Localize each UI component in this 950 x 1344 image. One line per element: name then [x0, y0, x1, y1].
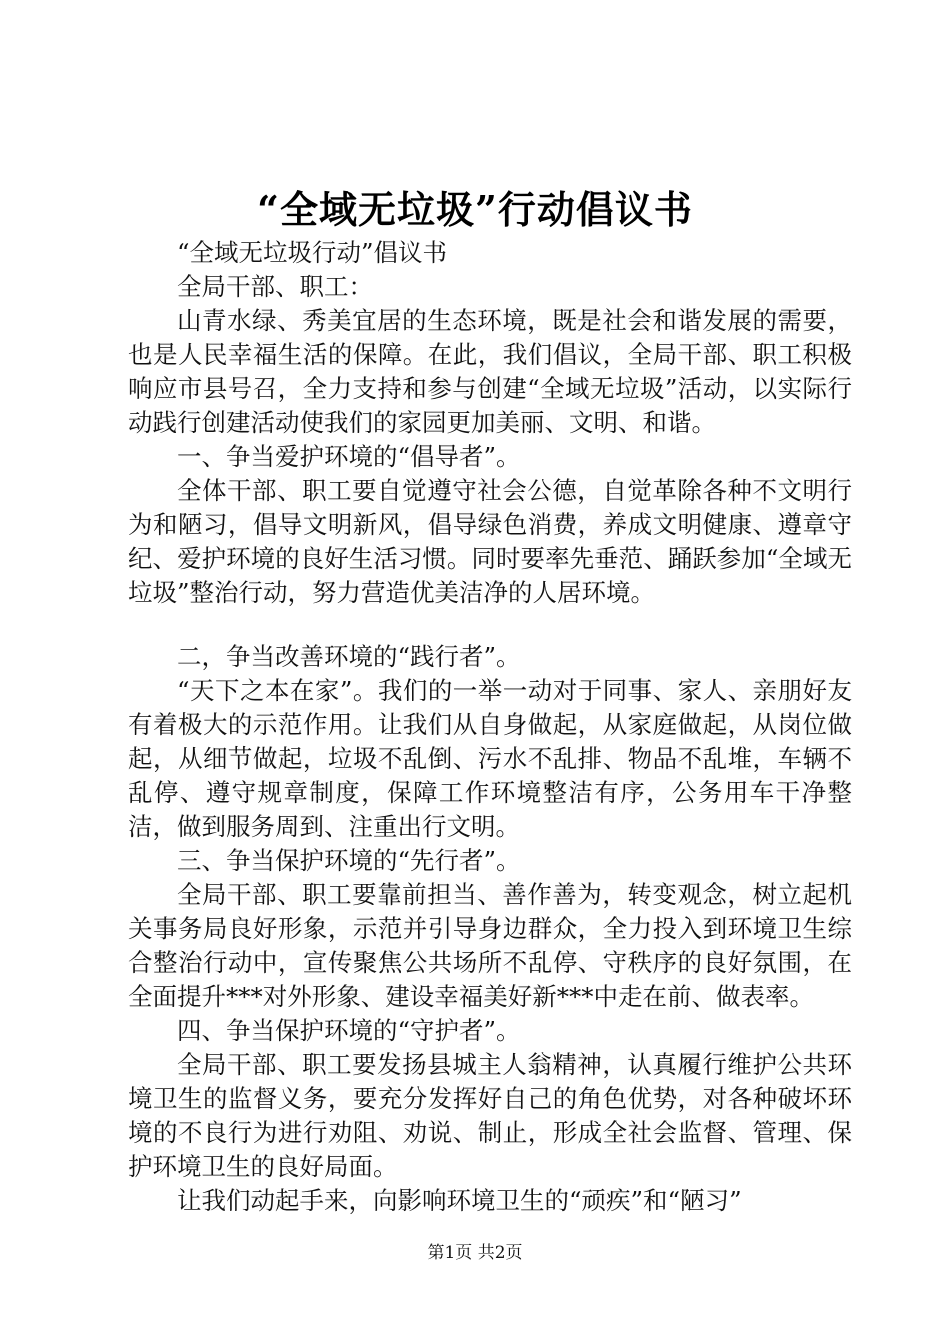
section-heading-1: 一、争当爱护环境的“倡导者”。: [177, 442, 521, 471]
section-heading-2: 二，争当改善环境的“践行者”。: [177, 642, 521, 671]
paragraph-section-4: 全局干部、职工要发扬县城主人翁精神，认真履行维护公共环境卫生的监督义务，要充分发挥好自己的角色优势，对各种破坏环境的不良行为进行劝阻、劝说、制止，形成全社会监督、管理、保护环境卫生的良好局面。: [128, 1050, 852, 1181]
paragraph-section-3: 全局干部、职工要靠前担当、善作善为，转变观念，树立起机关事务局良好形象，示范并引导身边群众，全力投入到环境卫生综合整治行动中，宣传聚焦公共场所不乱停、守秩序的良好氛围，在全面提升***对外形象、建设幸福美好新***中走在前、做表率。: [128, 880, 852, 1011]
salutation: 全局干部、职工：: [177, 272, 373, 301]
paragraph-gap: [128, 610, 852, 640]
paragraph-closing: 让我们动起手来，向影响环境卫生的“顽疾”和“陋习”: [177, 1186, 742, 1215]
document-title: “全域无垃圾”行动倡议书: [257, 187, 693, 232]
paragraph-section-1: 全体干部、职工要自觉遵守社会公德，自觉革除各种不文明行为和陋习，倡导文明新风，倡导绿色消费，养成文明健康、遵章守纪、爱护环境的良好生活习惯。同时要率先垂范、踊跃参加“全域无垃圾”整治行动，努力营造优美洁净的人居环境。: [128, 476, 852, 607]
page-number-footer: 第1页 共2页: [427, 1243, 523, 1263]
document-body: [128, 236, 852, 1218]
section-heading-3: 三、争当保护环境的“先行者”。: [177, 846, 521, 875]
subtitle-line: “全域无垃圾行动”倡议书: [177, 238, 448, 267]
paragraph-section-2: “天下之本在家”。我们的一举一动对于同事、家人、亲朋好友有着极大的示范作用。让我们从自身做起，从家庭做起，从岗位做起，从细节做起，垃圾不乱倒、污水不乱排、物品不乱堆，车辆不乱停、遵守规章制度，保障工作环境整洁有序，公务用车干净整洁，做到服务周到、注重出行文明。: [128, 676, 852, 841]
paragraph-intro: 山青水绿、秀美宜居的生态环境，既是社会和谐发展的需要，也是人民幸福生活的保障。在此，我们倡议，全局干部、职工积极响应市县号召，全力支持和参与创建“全域无垃圾”活动，以实际行动践行创建活动使我们的家园更加美丽、文明、和谐。: [128, 306, 852, 437]
section-heading-4: 四、争当保护环境的“守护者”。: [177, 1016, 521, 1045]
